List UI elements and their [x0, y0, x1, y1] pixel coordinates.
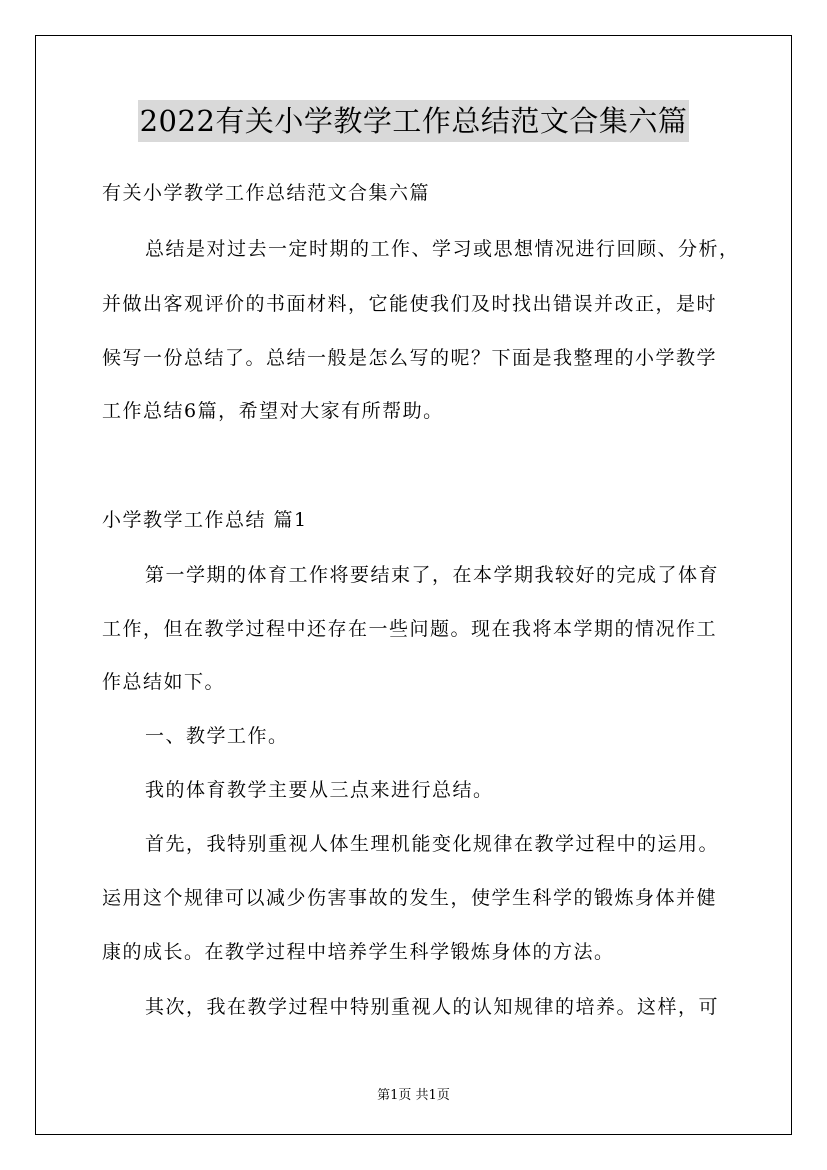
title-container	[0, 100, 827, 142]
paragraph-line: 第一学期的体育工作将要结束了，在本学期我较好的完成了体育	[145, 564, 720, 586]
paragraph-line: 一、教学工作。	[145, 725, 289, 747]
paragraph-line: 工作，但在教学过程中还存在一些问题。现在我将本学期的情况作工	[102, 618, 718, 640]
paragraph-line: 工作总结6篇，希望对大家有所帮助。	[102, 400, 444, 422]
page-footer: 第1页 共1页	[377, 1088, 450, 1103]
paragraph-line: 候写一份总结了。总结一般是怎么写的呢？下面是我整理的小学教学	[102, 347, 718, 369]
paragraph-line: 康的成长。在教学过程中培养学生科学锻炼身体的方法。	[102, 941, 615, 963]
paragraph-line: 首先，我特别重视人体生理机能变化规律在教学过程中的运用。	[145, 833, 720, 855]
paragraph-line: 其次，我在教学过程中特别重视人的认知规律的培养。这样，可	[145, 996, 720, 1018]
subtitle-line: 有关小学教学工作总结范文合集六篇	[102, 182, 431, 204]
section-heading: 小学教学工作总结 篇1	[102, 509, 308, 531]
paragraph-line: 运用这个规律可以减少伤害事故的发生，使学生科学的锻炼身体并健	[102, 887, 718, 909]
paragraph-line: 我的体育教学主要从三点来进行总结。	[145, 779, 494, 801]
paragraph-line: 作总结如下。	[102, 671, 226, 693]
paragraph-line: 并做出客观评价的书面材料，它能使我们及时找出错误并改正，是时	[102, 293, 718, 315]
paragraph-line: 总结是对过去一定时期的工作、学习或思想情况进行回顾、分析，	[145, 238, 740, 260]
document-title: 2022有关小学教学工作总结范文合集六篇	[138, 100, 690, 142]
